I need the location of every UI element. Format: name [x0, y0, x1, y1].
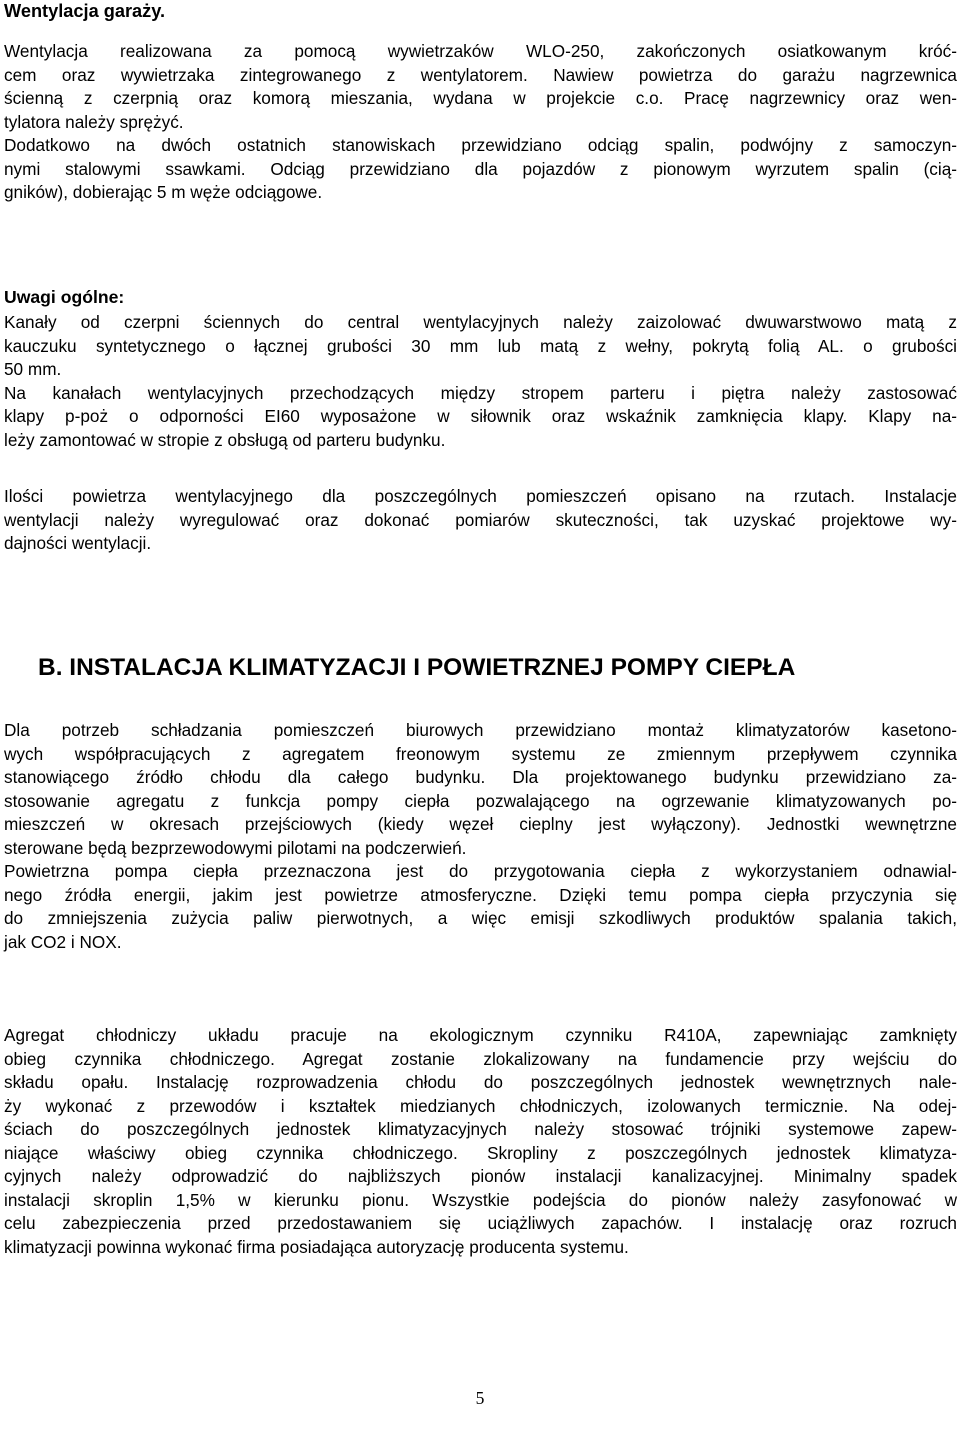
text-line: wych współpracujących z agregatem freonowym systemu ze zmiennym przepływem czynnika — [4, 743, 957, 764]
text-line: klimatyzacji powinna wykonać firma posiadająca autoryzację producenta systemu. — [4, 1236, 629, 1257]
text-line: ży wykonać z przewodów i kształtek miedzianych chłodniczych, izolowanych termicznie. Na odej- — [4, 1095, 957, 1116]
text-line: klapy p-poż o odporności EI60 wyposażone w siłownik oraz wskaźnik zamknięcia klapy. Klapy na- — [4, 406, 957, 426]
text-line: ściach do poszczególnych jednostek klimatyzacyjnych należy stosować trójniki systemowe zapew- — [4, 1119, 957, 1139]
general-notes-heading: Uwagi ogólne: — [4, 287, 125, 307]
text-line: celu zabezpieczenia przed przedostawaniem się uciążliwych zapachów. I instalację oraz rozruch — [4, 1213, 957, 1233]
text-line: tylatora należy sprężyć. — [4, 111, 184, 132]
text-line: ścienną z czerpnią oraz komorą mieszania, wydana w projekcie c.o. Pracę nagrzewnicy oraz wen- — [4, 88, 957, 108]
text-line: Dodatkowo na dwóch ostatnich stanowiskach przewidziano odciąg spalin, podwójny z samoczyn- — [4, 135, 957, 155]
text-line: Powietrzna pompa ciepła przeznaczona jest do przygotowania ciepła z wykorzystaniem odnawial- — [4, 861, 957, 881]
text-line: leży zamontować w stropie z obsługą od parteru budynku. — [4, 429, 446, 450]
text-line: kauczuku syntetycznego o łącznej grubości 30 mm lub matą z wełny, pokrytą folią AL. o grubości — [4, 335, 957, 356]
text-line: Wentylacja realizowana za pomocą wywietrzaków WLO-250, zakończonych osiatkowanym króć- — [4, 41, 957, 61]
page-number: 5 — [475, 1388, 485, 1408]
text-line: Agregat chłodniczy układu pracuje na ekologicznym czynniku R410A, zapewniając zamknięty — [4, 1025, 957, 1045]
text-line: cem oraz wywietrzaka zintegrowanego z wentylatorem. Nawiew powietrza do garażu nagrzewnica — [4, 64, 957, 85]
text-line: wentylacji należy wyregulować oraz dokonać pomiarów skuteczności, tak uzyskać projektowe wy- — [4, 509, 957, 530]
refrigeration-unit-paragraph — [4, 1024, 957, 1259]
text-line: stanowiącego źródło chłodu dla całego budynku. Dla projektowanego budynku przewidziano za- — [4, 767, 957, 787]
text-line: do zmniejszenia zużycia paliw pierwotnych, a więc emisji szkodliwych produktów spalania takich, — [4, 908, 957, 928]
garage-ventilation-paragraph — [4, 40, 957, 205]
general-notes-paragraph — [4, 311, 957, 452]
text-line: sterowane będą bezprzewodowymi pilotami na podczerwień. — [4, 837, 467, 858]
section-b-title: B. INSTALACJA KLIMATYZACJI I POWIETRZNEJ POMPY CIEPŁA — [38, 654, 796, 681]
text-line: Kanały od czerpni ściennych do central wentylacyjnych należy zaizolować dwuwarstwowo matą z — [4, 312, 957, 332]
text-line: nymi stalowymi ssawkami. Odciąg przewidziano dla pojazdów z pionowym wyrzutem spalin (cią- — [4, 158, 957, 179]
text-line: Dla potrzeb schładzania pomieszczeń biurowych przewidziano montaż klimatyzatorów kasetono- — [4, 720, 957, 740]
text-line: dajności wentylacji. — [4, 533, 152, 553]
text-line: Ilości powietrza wentylacyjnego dla poszczególnych pomieszczeń opisano na rzutach. Instalacje — [4, 486, 957, 506]
text-line: niające właściwy obieg czynnika chłodniczego. Skropliny z poszczególnych jednostek klimatyza- — [4, 1142, 957, 1163]
text-line: Na kanałach wentylacyjnych przechodzących między stropem parteru i piętra należy zastosować — [4, 382, 957, 403]
garage-ventilation-heading: Wentylacja garaży. — [4, 1, 166, 21]
text-line: instalacji skroplin 1,5% w kierunku pionu. Wszystkie podejścia do pionów należy zasyfonować w — [4, 1189, 957, 1210]
text-line: 50 mm. — [4, 359, 62, 379]
text-line: cyjnych należy odprowadzić do najbliższych pionów instalacji kanalizacyjnej. Minimalny spadek — [4, 1166, 957, 1186]
text-line: obieg czynnika chłodniczego. Agregat zostanie zlokalizowany na fundamencie przy wejściu do — [4, 1048, 957, 1069]
text-line: składu opału. Instalację rozprowadzenia chłodu do poszczególnych jednostek wewnętrznych nale- — [4, 1072, 957, 1092]
text-line: nego źródła energii, jakim jest powietrze atmosferyczne. Dzięki temu pompa ciepła przyczynia się — [4, 884, 957, 905]
air-conditioning-paragraph — [4, 719, 957, 954]
text-line: jak CO2 i NOX. — [4, 931, 122, 952]
air-quantities-paragraph — [4, 485, 957, 556]
text-line: mieszczeń w okresach przejściowych (kiedy węzeł cieplny jest wyłączony). Jednostki wewnętrzne — [4, 814, 957, 834]
text-line: stosowanie agregatu z funkcja pompy ciepła pozwalającego na ogrzewanie klimatyzowanych po- — [4, 790, 957, 811]
text-line: gników), dobierając 5 m węże odciągowe. — [4, 182, 323, 202]
